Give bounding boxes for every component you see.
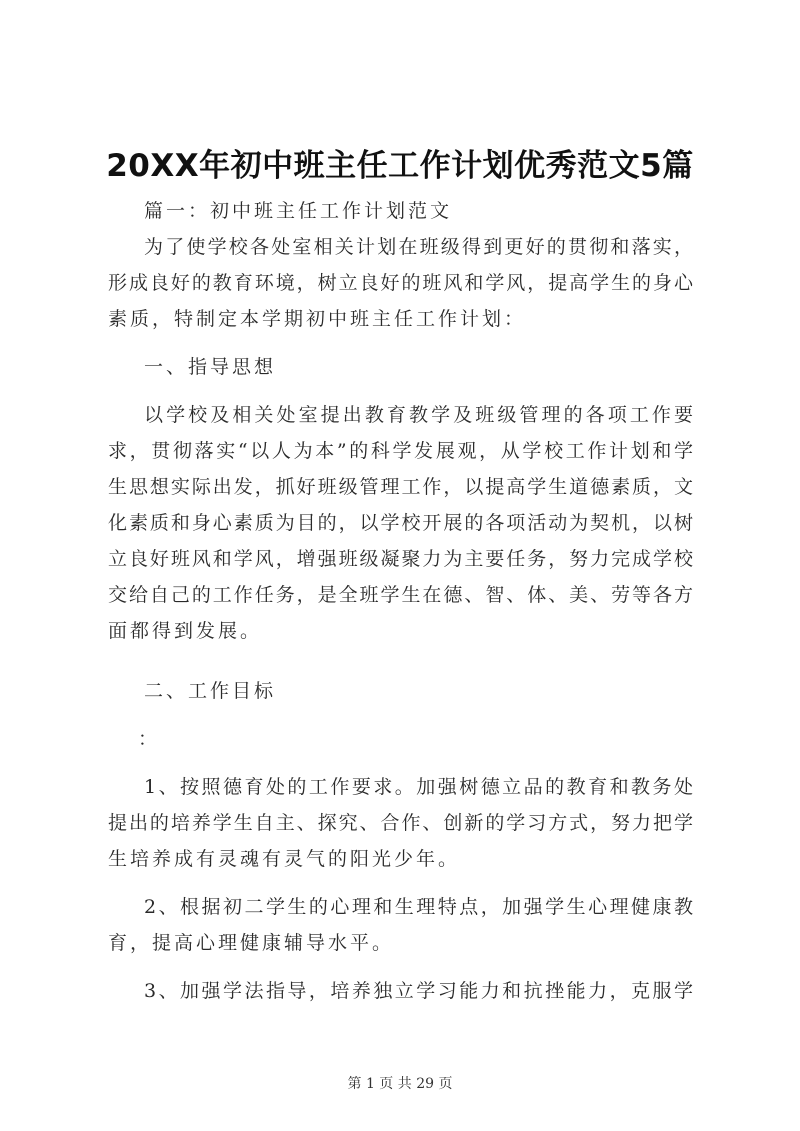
- paragraph-line: 育，提高心理健康辅导水平。: [108, 932, 395, 954]
- paragraph-line: 1、按照德育处的工作要求。加强树德立品的教育和教务处: [144, 776, 693, 798]
- page-footer: 第 1 页 共 29 页: [347, 1076, 453, 1092]
- paragraph-line: 为了使学校各处室相关计划在班级得到更好的贯彻和落实，: [144, 236, 693, 258]
- section-heading: 二、工作目标: [144, 680, 277, 702]
- colon-line: ：: [138, 728, 158, 750]
- paragraph-line: 面都得到发展。: [108, 620, 263, 642]
- paragraph-line: 提出的培养学生自主、探究、合作、创新的学习方式，努力把学: [108, 812, 693, 834]
- paragraph-line: 立良好班风和学风，增强班级凝聚力为主要任务，努力完成学校: [108, 548, 693, 570]
- paragraph-line: 形成良好的教育环境，树立良好的班风和学风，提高学生的身心: [108, 272, 693, 294]
- paragraph-line: 3、加强学法指导，培养独立学习能力和抗挫能力，克服学: [144, 980, 693, 1002]
- paragraph-line: 求，贯彻落实“以人为本”的科学发展观，从学校工作计划和学: [108, 440, 693, 462]
- paragraph-line: 生思想实际出发，抓好班级管理工作，以提高学生道德素质，文: [108, 476, 693, 498]
- paragraph-line: 交给自己的工作任务，是全班学生在德、智、体、美、劳等各方: [108, 584, 693, 606]
- paragraph-line: 生培养成有灵魂有灵气的阳光少年。: [108, 848, 461, 870]
- paragraph-line: 素质，特制定本学期初中班主任工作计划：: [108, 308, 527, 330]
- document-title: 20XX年初中班主任工作计划优秀范文5篇: [106, 148, 694, 184]
- paragraph-line: 2、根据初二学生的心理和生理特点，加强学生心理健康教: [144, 896, 693, 918]
- section-heading: 篇一：初中班主任工作计划范文: [144, 200, 453, 222]
- section-heading: 一、指导思想: [144, 356, 277, 378]
- paragraph-line: 以学校及相关处室提出教育教学及班级管理的各项工作要: [144, 404, 693, 426]
- paragraph-line: 化素质和身心素质为目的，以学校开展的各项活动为契机，以树: [108, 512, 693, 534]
